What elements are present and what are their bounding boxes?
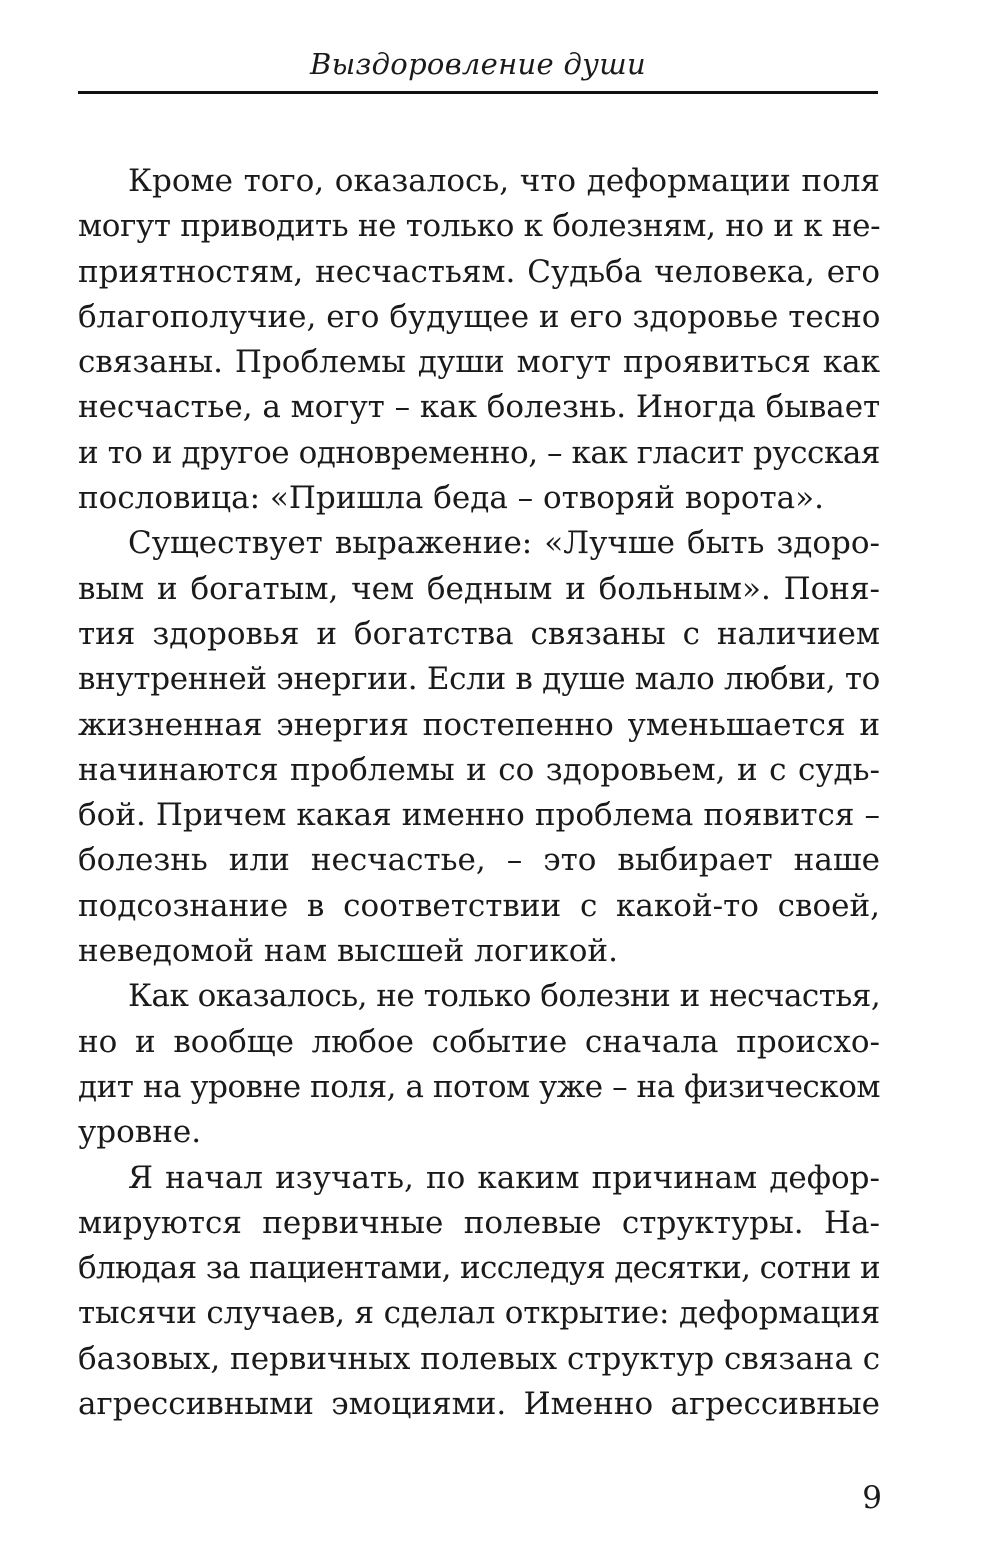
text-line: благополучие, его будущее и его здоровье тесно xyxy=(78,298,881,335)
text-line: агрессивными эмоциями. Именно агрессивные xyxy=(78,1386,880,1423)
running-head: Выздоровление души xyxy=(309,47,647,81)
text-line: начинаются проблемы и со здоровьем, и с судь- xyxy=(78,751,880,788)
text-line: уровне. xyxy=(78,1114,202,1151)
text-line: жизненная энергия постепенно уменьшается и xyxy=(78,706,880,743)
page-number: 9 xyxy=(862,1480,882,1516)
body-text xyxy=(78,159,880,1427)
paragraph xyxy=(78,1156,880,1428)
text-line: внутренней энергии. Если в душе мало любви, то xyxy=(78,661,881,698)
text-line: несчастье, а могут – как болезнь. Иногда бывает xyxy=(78,389,881,426)
text-line: пословица: «Пришла беда – отворяй ворота». xyxy=(78,480,824,517)
text-line: базовых, первичных полевых структур связана с xyxy=(78,1340,881,1377)
text-line: неведомой нам высшей логикой. xyxy=(78,933,618,970)
text-line: вым и богатым, чем бедным и больным». Поня- xyxy=(78,570,880,607)
text-line: дит на уровне поля, а потом уже – на физическом xyxy=(78,1068,880,1105)
text-line: Существует выражение: «Лучше быть здоро- xyxy=(128,525,880,562)
text-line: Кроме того, оказалось, что деформации поля xyxy=(128,163,880,199)
text-line: тия здоровья и богатства связаны с наличием xyxy=(78,615,880,652)
text-line: мируются первичные полевые структуры. На- xyxy=(78,1204,880,1241)
header-rule xyxy=(78,91,878,94)
text-line: тысячи случаев, я сделал открытие: деформация xyxy=(78,1295,880,1332)
text-line: Я начал изучать, по каким причинам дефор- xyxy=(128,1159,880,1196)
text-line: бой. Причем какая именно проблема появится – xyxy=(78,797,880,834)
paragraph xyxy=(78,974,880,1155)
text-line: приятностям, несчастьям. Судьба человека, его xyxy=(78,253,880,290)
text-line: но и вообще любое событие сначала происхо- xyxy=(78,1023,880,1060)
text-line: подсознание в соответствии с какой-то своей, xyxy=(78,887,880,924)
text-line: и то и другое одновременно, – как гласит русская xyxy=(78,434,880,471)
text-line: болезнь или несчастье, – это выбирает наше xyxy=(78,842,880,879)
paragraph xyxy=(78,521,880,974)
text-line: блюдая за пациентами, исследуя десятки, сотни и xyxy=(78,1250,880,1287)
text-line: могут приводить не только к болезням, но и к не- xyxy=(78,208,881,245)
text-line: связаны. Проблемы души могут проявиться как xyxy=(78,344,880,381)
text-line: Как оказалось, не только болезни и несчастья, xyxy=(128,978,881,1015)
paragraph xyxy=(78,159,880,521)
